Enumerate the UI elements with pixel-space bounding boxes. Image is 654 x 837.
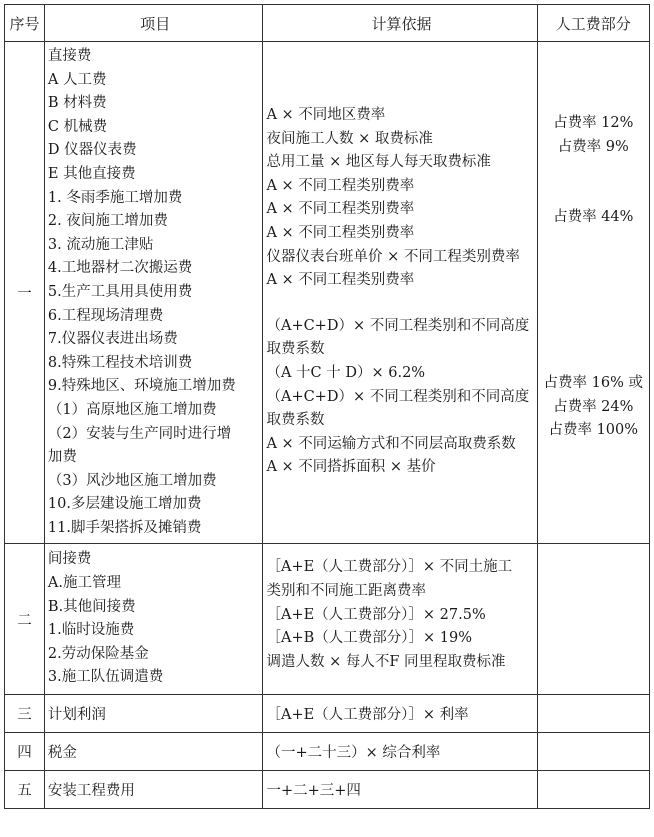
basis-line: A × 不同工程类别费率	[266, 201, 415, 218]
basis-line: ［A+E（人工费部分）］× 不同土施工	[266, 559, 513, 576]
basis-line: A × 不同工程类别费率	[266, 272, 415, 289]
section-items	[44, 42, 263, 544]
section-no: 五	[5, 771, 45, 809]
item-line: 1.临时设施费	[47, 622, 135, 639]
basis-line: 调遣人数 × 每人不F 同里程取费标准	[266, 653, 506, 670]
section-items	[44, 544, 263, 695]
item-line: 11.脚手架搭拆及摊销费	[47, 519, 202, 536]
basis-line: 类别和不同施工距离费率	[266, 583, 426, 600]
section-row-2	[5, 544, 650, 695]
basis-line: 取费系数	[266, 412, 325, 429]
labor-line: 占费率 16% 或	[543, 374, 643, 391]
section-basis: 一+二+三+四	[263, 771, 537, 809]
basis-line: A × 不同工程类别费率	[266, 177, 415, 194]
basis-line: A × 不同运输方式和不同层高取费系数	[266, 435, 516, 452]
section-no: 三	[5, 695, 45, 733]
section-item: 税金	[44, 733, 263, 771]
basis-line: 取费系数	[266, 341, 325, 358]
item-line: B.其他间接费	[47, 598, 136, 615]
basis-line: 夜间施工人数 × 取费标准	[266, 130, 433, 147]
item-line: A.施工管理	[47, 575, 122, 592]
item-line: 6.工程现场清理费	[47, 307, 164, 324]
cost-table	[4, 4, 650, 809]
section-basis: （一+二十三）× 综合利率	[263, 733, 537, 771]
basis-line: A × 不同搭拆面积 × 基价	[266, 459, 436, 476]
item-line: C 机械费	[47, 118, 108, 135]
basis-line: （A+C+D）× 不同工程类别和不同高度	[266, 388, 530, 405]
basis-line: （A+C+D）× 不同工程类别和不同高度	[266, 317, 530, 334]
item-line: 3.施工队伍调遣费	[47, 669, 164, 686]
section-labor-empty	[537, 695, 649, 733]
section-row-5	[5, 771, 650, 809]
item-line: 3. 流动施工津贴	[47, 236, 154, 253]
header-row	[5, 5, 650, 42]
section-basis	[263, 42, 537, 544]
section-row-1	[5, 42, 650, 544]
item-line: 10.多层建设施工增加费	[47, 496, 202, 513]
item-line: 2. 夜间施工增加费	[47, 213, 168, 230]
section-labor	[537, 42, 649, 544]
basis-line: 仪器仪表台班单价 × 不同工程类别费率	[266, 248, 520, 265]
item-line: 9.特殊地区、环境施工增加费	[47, 378, 236, 395]
item-line: 5.生产工具用具使用费	[47, 283, 193, 300]
item-line: 间接费	[47, 551, 92, 568]
labor-line: 占费率 24%	[553, 398, 634, 415]
labor-line: 占费率 12%	[553, 115, 634, 131]
item-line: 加费	[47, 449, 77, 466]
header-item: 项目	[44, 5, 263, 42]
labor-line: 占费率 44%	[553, 209, 634, 226]
section-item: 安装工程费用	[44, 771, 263, 809]
labor-line: 占费率 100%	[548, 422, 639, 439]
section-labor-empty	[537, 771, 649, 809]
item-line: E 其他直接费	[47, 165, 136, 182]
section-row-4	[5, 733, 650, 771]
header-labor: 人工费部分	[537, 5, 649, 42]
section-no: 一	[5, 42, 45, 544]
item-line: （3）风沙地区施工增加费	[47, 472, 217, 489]
section-basis	[263, 544, 537, 695]
section-item: 计划利润	[44, 695, 263, 733]
section-basis: ［A+E（人工费部分）］× 利率	[263, 695, 537, 733]
basis-line: ［A+B（人工费部分）］× 19%	[266, 630, 472, 647]
basis-line: ［A+E（人工费部分）］× 27.5%	[266, 606, 486, 623]
item-line: 7.仪器仪表进出场费	[47, 331, 178, 348]
basis-line: A × 不同地区费率	[266, 107, 386, 123]
item-line: B 材料费	[47, 95, 107, 112]
item-line: （1）高原地区施工增加费	[47, 401, 217, 418]
item-line: （2）安装与生产同时进行增	[47, 425, 232, 442]
section-labor-empty	[537, 544, 649, 695]
basis-line: A × 不同工程类别费率	[266, 224, 415, 241]
section-no: 四	[5, 733, 45, 771]
header-basis: 计算依据	[263, 5, 537, 42]
item-line: A 人工费	[47, 71, 107, 88]
item-line: 1. 冬雨季施工增加费	[47, 189, 183, 206]
labor-line: 占费率 9%	[557, 138, 629, 155]
header-no: 序号	[5, 5, 45, 42]
item-line: 8.特殊工程技术培训费	[47, 354, 193, 371]
item-line: D 仪器仪表费	[47, 142, 137, 159]
basis-line: （A 十C 十 D）× 6.2%	[266, 364, 426, 381]
item-line: 直接费	[47, 48, 92, 64]
section-no: 二	[5, 544, 45, 695]
item-line: 4.工地器材二次搬运费	[47, 260, 193, 277]
item-line: 2.劳动保险基金	[47, 645, 149, 662]
basis-line: 总用工量 × 地区每人每天取费标准	[266, 154, 491, 171]
section-labor-empty	[537, 733, 649, 771]
section-row-3	[5, 695, 650, 733]
